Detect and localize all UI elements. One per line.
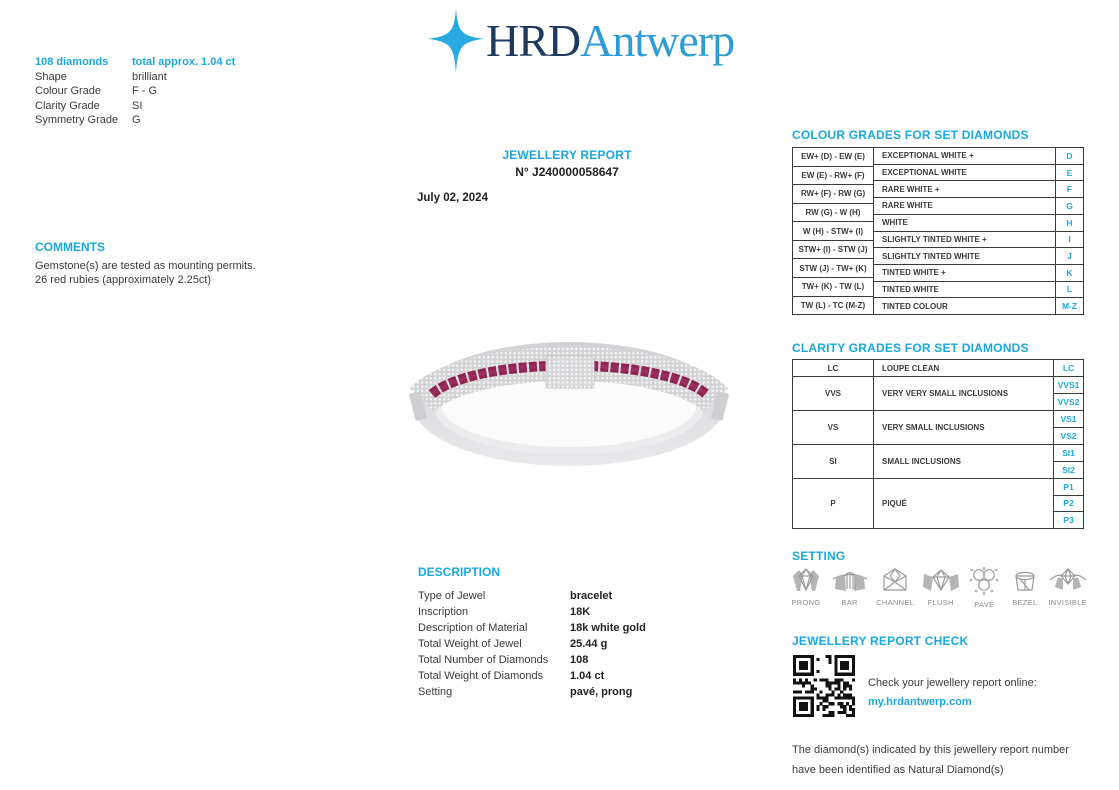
logo-hrd: HRD [486,15,581,66]
description-value: 18k white gold [570,622,646,634]
setting-icons-row [789,566,1087,609]
description-label: Total Weight of Diamonds [418,670,544,682]
hrd-antwerp-logo [428,6,734,76]
summary-value: G [132,114,141,126]
clarity-label: VERY VERY SMALL INCLUSIONS [882,389,1009,399]
clarity-label: LOUPE CLEAN [882,363,940,373]
colour-range: EW+ (D) - EW (E) [793,148,873,167]
summary-value: brilliant [132,70,167,83]
colour-grade-code: G [1055,198,1083,214]
clarity-code: P [793,479,874,528]
clarity-grades-table [792,359,1084,529]
report-check-text: Check your jewellery report online: [868,677,1037,689]
colour-grade-label: WHITE [882,218,908,228]
report-check-title: JEWELLERY REPORT CHECK [792,634,969,648]
clarity-subcode: SI1 [1054,445,1083,462]
summary-value: SI [132,99,143,112]
description-label: Setting [418,686,453,698]
colour-grade-code: L [1055,282,1083,298]
clarity-group [793,360,1083,377]
setting-item-bar [832,566,868,609]
colour-grade-code: H [1055,215,1083,231]
colour-grade-code: I [1055,232,1083,248]
setting-item-pave [967,566,1001,609]
colour-grade-label: TINTED WHITE [882,284,939,294]
setting-item-label: CHANNEL [876,598,915,607]
description-label: Description of Material [418,622,528,634]
report-date: July 02, 2024 [417,192,488,204]
channel-setting-icon [879,566,911,593]
clarity-subcode: P1 [1054,479,1083,496]
clarity-subcode: P3 [1063,515,1074,526]
description-section [418,565,646,700]
clarity-grades-title: CLARITY GRADES FOR SET DIAMONDS [792,341,1029,355]
colour-grades-table [792,147,1084,315]
colour-grade-label: TINTED WHITE + [882,268,946,278]
setting-item-bezel [1010,566,1040,609]
setting-item-prong [789,566,823,609]
description-value: pavé, prong [570,686,633,698]
summary-label: Symmetry Grade [35,114,119,126]
setting-item-label: PAVÉ [974,600,995,609]
colour-grade-code: E [1055,165,1083,181]
clarity-label: PIQUÉ [882,498,907,508]
diamond-total-weight: total approx. 1.04 ct [132,56,236,68]
clarity-code: VS [793,411,874,444]
colour-grade-label: EXCEPTIONAL WHITE [882,168,967,178]
description-label: Total Number of Diamonds [418,654,549,666]
comments-title: COMMENTS [35,240,105,254]
description-value: bracelet [570,590,613,602]
clarity-subcode: LC [1062,363,1075,374]
colour-grade-label: TINTED COLOUR [882,301,948,311]
clarity-label: SMALL INCLUSIONS [882,456,961,466]
colour-range: RW (G) - W (H) [793,204,873,223]
star-icon [428,8,484,74]
colour-grade-code: D [1055,148,1083,164]
colour-grades-title: COLOUR GRADES FOR SET DIAMONDS [792,128,1029,142]
logo-antwerp: Antwerp [580,15,735,66]
clarity-subcode: VS1 [1054,411,1083,428]
clarity-group [793,411,1083,445]
description-title: DESCRIPTION [418,565,501,579]
setting-item-label: BEZEL [1012,598,1038,607]
comments-line: Gemstone(s) are tested as mounting permits. [35,259,256,272]
logo-wordmark [486,6,734,76]
description-value: 25.44 g [570,638,608,650]
clarity-code: SI [793,445,874,478]
setting-item-channel [876,566,914,609]
clarity-subcode: VVS1 [1054,377,1083,394]
natural-diamond-note: The diamond(s) indicated by this jewellery report number have been identified as Natural Diamond(s) [792,744,1069,776]
colour-range: STW+ (I) - STW (J) [793,241,873,260]
colour-grade-code: M-Z [1055,298,1083,314]
colour-grade-rows [874,148,1083,314]
colour-range: STW (J) - TW+ (K) [793,259,873,278]
clarity-subcode: SI2 [1062,464,1075,475]
colour-range: RW+ (F) - RW (G) [793,185,873,204]
setting-item-label: BAR [841,598,858,607]
summary-label: Clarity Grade [35,99,100,112]
report-header [417,148,717,179]
setting-title: SETTING [792,549,846,563]
colour-range-column [793,148,874,314]
diamond-count: 108 diamonds [35,56,109,68]
colour-grade-label: SLIGHTLY TINTED WHITE [882,251,980,261]
invisible-setting-icon [1049,566,1087,593]
report-check-link[interactable]: my.hrdantwerp.com [868,696,972,708]
bar-setting-icon [832,566,868,593]
clarity-label: VERY SMALL INCLUSIONS [882,423,985,433]
flush-setting-icon [923,566,959,593]
clarity-group [793,377,1083,411]
colour-grade-code: K [1055,265,1083,281]
clarity-code: LC [793,360,874,376]
setting-item-invisible [1048,566,1087,609]
colour-grade-label: RARE WHITE [882,201,933,211]
setting-item-flush [923,566,959,609]
setting-item-label: INVISIBLE [1048,598,1087,607]
colour-grade-label: SLIGHTLY TINTED WHITE + [882,234,987,244]
clarity-group [793,479,1083,528]
clarity-subcode: VS2 [1060,431,1077,442]
report-number: N° J240000058647 [515,165,619,179]
colour-range: TW (L) - TC (M-Z) [800,300,866,310]
clarity-subcode: VVS2 [1057,397,1080,408]
description-value: 1.04 ct [570,670,605,682]
clarity-subcode: P2 [1054,496,1083,513]
qr-code [793,655,855,717]
summary-label: Shape [35,70,67,83]
description-value: 18K [570,606,591,618]
colour-grade-label: EXCEPTIONAL WHITE + [882,151,974,161]
colour-range: EW (E) - RW+ (F) [793,167,873,186]
prong-setting-icon [789,566,823,593]
bracelet-photo [398,330,740,472]
bezel-setting-icon [1010,566,1040,593]
colour-grade-code: F [1055,181,1083,197]
colour-grade-code: J [1055,248,1083,264]
description-value: 108 [570,654,589,666]
colour-grade-label: RARE WHITE + [882,184,940,194]
comments-line: 26 red rubies (approximately 2.25ct) [35,274,212,286]
summary-value: F - G [132,85,158,97]
setting-item-label: PRONG [791,598,821,607]
comments-section [35,240,256,288]
setting-item-label: FLUSH [927,598,954,607]
colour-range: TW+ (K) - TW (L) [793,278,873,297]
description-label: Type of Jewel [418,590,486,602]
description-label: Total Weight of Jewel [418,638,522,650]
summary-label: Colour Grade [35,85,102,97]
colour-range: W (H) - STW+ (I) [793,222,873,241]
description-label: Inscription [418,606,469,618]
diamond-summary [35,55,235,128]
pave-setting-icon [967,566,1001,595]
clarity-code: VVS [793,377,874,410]
clarity-group [793,445,1083,479]
report-title: JEWELLERY REPORT [502,148,632,162]
